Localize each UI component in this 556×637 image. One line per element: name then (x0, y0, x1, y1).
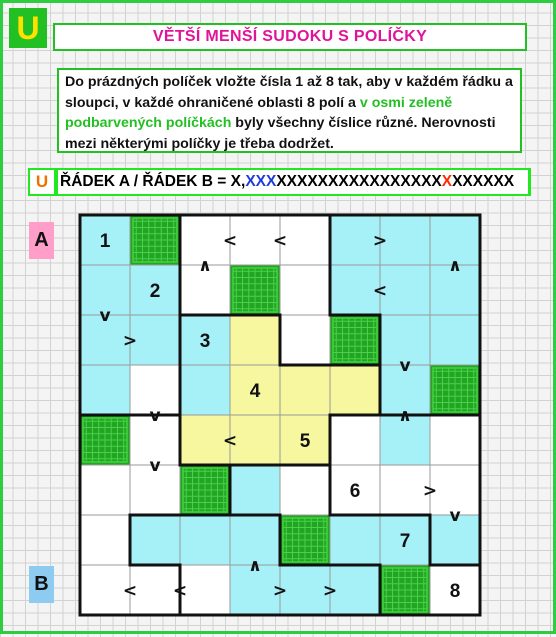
grid-cell (280, 265, 330, 315)
grid-cell (230, 315, 280, 365)
inequality-sign: ∧ (398, 406, 412, 426)
inequality-sign: ∧ (248, 556, 262, 576)
grid-cell (330, 415, 380, 465)
inequality-sign: > (322, 581, 338, 601)
inequality-sign: < (372, 281, 388, 301)
grid-cell (130, 315, 180, 365)
grid-cell (180, 365, 230, 415)
grid-cell (180, 515, 230, 565)
inequality-sign: ∧ (198, 256, 212, 276)
inequality-sign: < (122, 581, 138, 601)
inequality-sign: < (222, 431, 238, 451)
grid-cell (430, 315, 480, 365)
given-digit: 3 (199, 331, 211, 352)
inequality-sign: v (399, 356, 411, 376)
given-digit: 4 (249, 381, 261, 402)
given-digit: 5 (299, 431, 311, 452)
row-label-b: B (29, 566, 54, 603)
inequality-sign: v (449, 506, 461, 526)
grid-cell (380, 215, 430, 265)
grid-cell (280, 315, 330, 365)
instructions-text-2: byly všechny číslice různé. Nerovnosti mezi některými políčky je třeba dodržet. (65, 115, 496, 152)
inequality-sign: > (372, 231, 388, 251)
grid-cell (230, 465, 280, 515)
grid-cell (280, 215, 330, 265)
inequality-sign: < (222, 231, 238, 251)
grid-cell (280, 365, 330, 415)
grid-cell (130, 515, 180, 565)
grid-cell (430, 415, 480, 465)
solution-code-middle: XXXXXXXXXXXXXXXX (276, 173, 442, 190)
given-digit: 6 (349, 481, 361, 502)
grid-cell (330, 365, 380, 415)
grid-cell (330, 565, 380, 615)
inequality-sign: v (99, 306, 111, 326)
given-digit: 2 (149, 281, 161, 302)
grid-cell (180, 565, 230, 615)
inequality-sign: v (149, 406, 161, 426)
grid-cell (330, 515, 380, 565)
page-title: VĚTŠÍ MENŠÍ SUDOKU S POLÍČKY (53, 23, 527, 51)
grid-cell (80, 465, 130, 515)
given-digit: 7 (399, 531, 411, 552)
grid-cell (230, 415, 280, 465)
solution-code-badge: U (30, 170, 54, 194)
solution-code-red: X (441, 173, 453, 190)
grid-cell (380, 265, 430, 315)
inequality-sign: < (272, 231, 288, 251)
row-label-a: A (29, 222, 54, 259)
inequality-sign: ∧ (448, 256, 462, 276)
logo-badge: U (9, 8, 47, 48)
instructions-highlight: v osmi zeleně podbarvených políčkách (65, 94, 453, 131)
grid-cell (80, 515, 130, 565)
given-digit: 1 (99, 231, 111, 252)
inequality-sign: v (149, 456, 161, 476)
instructions-text-1: Do prázdných políček vložte čísla 1 až 8 tak, aby v každém řádku a sloupci, v každé ohraničené oblasti 8 polí a (65, 74, 513, 111)
given-digit: 8 (449, 581, 461, 602)
inequality-sign: < (172, 581, 188, 601)
inequality-sign: > (422, 481, 438, 501)
solution-code-prefix: ŘÁDEK A / ŘÁDEK B = X, (60, 173, 246, 190)
inequality-sign: > (272, 581, 288, 601)
grid-cell (280, 465, 330, 515)
sudoku-grid (3, 3, 556, 637)
solution-code-suffix: XXXXXX (452, 173, 515, 190)
grid-cell (80, 365, 130, 415)
inequality-sign: > (122, 331, 138, 351)
solution-code-blue: XXX (245, 173, 277, 190)
